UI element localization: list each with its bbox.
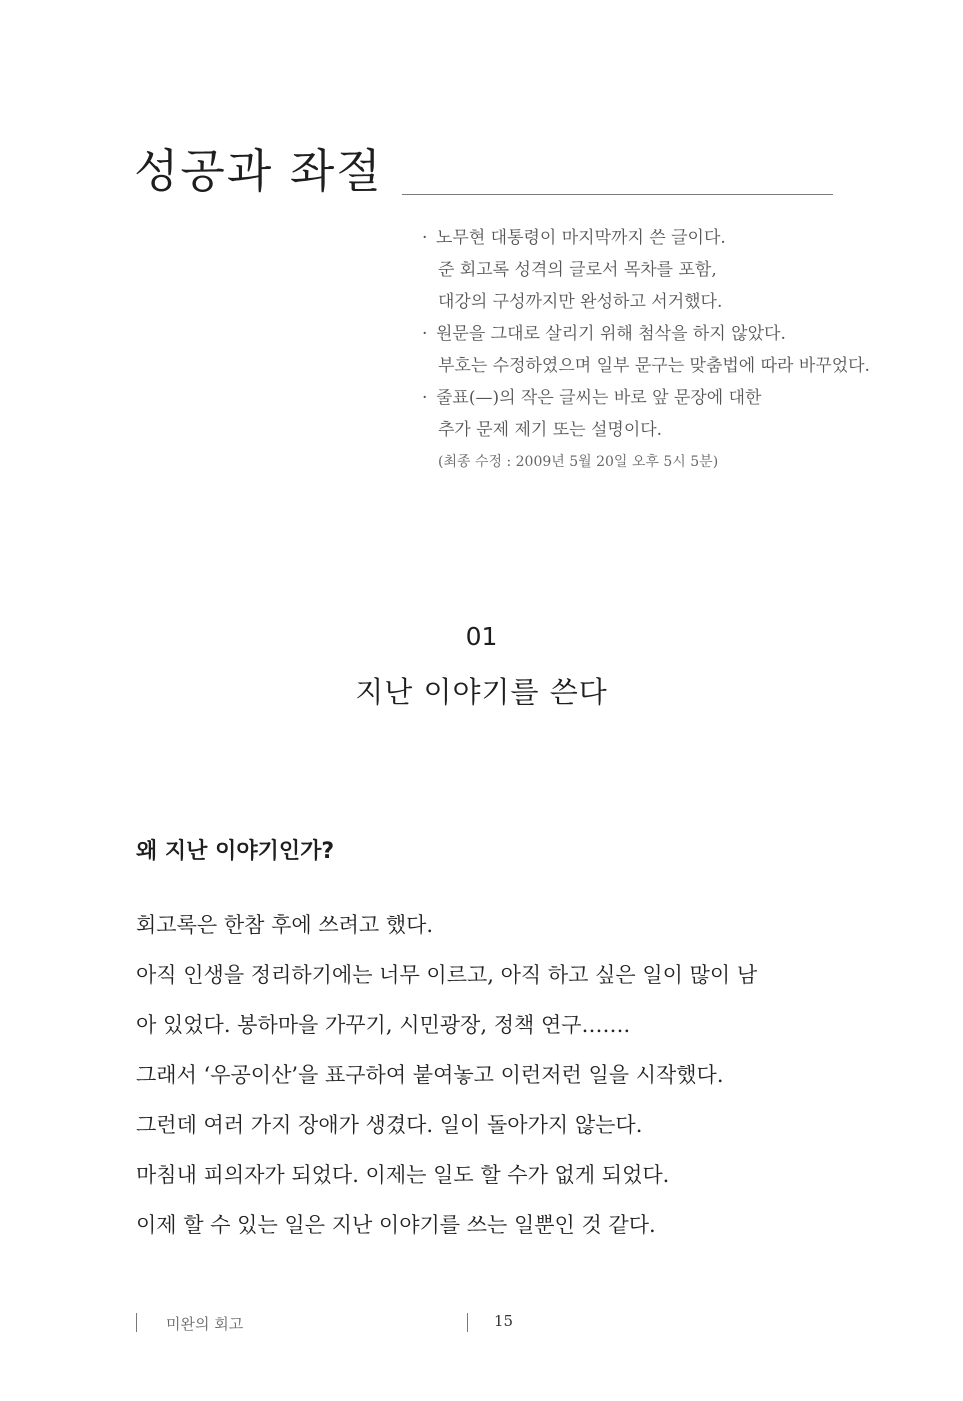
footer-divider [467, 1313, 468, 1332]
last-modified-note: (최종 수정 : 2009년 5월 20일 오후 5시 5분) [438, 454, 719, 470]
chapter-number: 01 [465, 622, 498, 651]
body-line: 그래서 ‘우공이산’을 표구하여 붙여놓고 이런저런 일을 시작했다. [136, 1063, 724, 1087]
note-line: · 원문을 그대로 살리기 위해 첨삭을 하지 않았다. [422, 318, 892, 350]
body-line: 아 있었다. 봉하마을 가꾸기, 시민광장, 정책 연구……. [136, 1013, 631, 1037]
editorial-notes [422, 222, 892, 478]
note-line: 추가 문제 제기 또는 설명이다. [438, 420, 663, 440]
note-line: 부호는 수정하였으며 일부 문구는 맞춤법에 따라 바꾸었다. [438, 356, 870, 376]
body-line: 그런데 여러 가지 장애가 생겼다. 일이 돌아가지 않는다. [136, 1113, 643, 1137]
title-divider [402, 194, 833, 195]
footer-book-title: 미완의 회고 [166, 1315, 244, 1333]
page-title: 성공과 좌절 [134, 144, 383, 198]
note-line: 준 회고록 성격의 글로서 목차를 포함, [438, 260, 717, 280]
body-line: 회고록은 한참 후에 쓰려고 했다. [136, 913, 434, 937]
chapter-title: 지난 이야기를 쓴다 [355, 675, 608, 709]
note-line: · 노무현 대통령이 마지막까지 쓴 글이다. [422, 222, 892, 254]
body-line: 마침내 피의자가 되었다. 이제는 일도 할 수가 없게 되었다. [136, 1163, 670, 1187]
page-number: 15 [494, 1312, 514, 1330]
body-line: 이제 할 수 있는 일은 지난 이야기를 쓰는 일뿐인 것 같다. [136, 1213, 656, 1237]
body-text [136, 900, 836, 1250]
body-line: 아직 인생을 정리하기에는 너무 이르고, 아직 하고 싶은 일이 많이 남 [136, 963, 758, 987]
note-line: · 줄표(—)의 작은 글씨는 바로 앞 문장에 대한 [422, 382, 892, 414]
section-heading: 왜 지난 이야기인가? [136, 839, 335, 864]
note-line: 대강의 구성까지만 완성하고 서거했다. [438, 292, 723, 312]
footer-divider [136, 1313, 137, 1332]
